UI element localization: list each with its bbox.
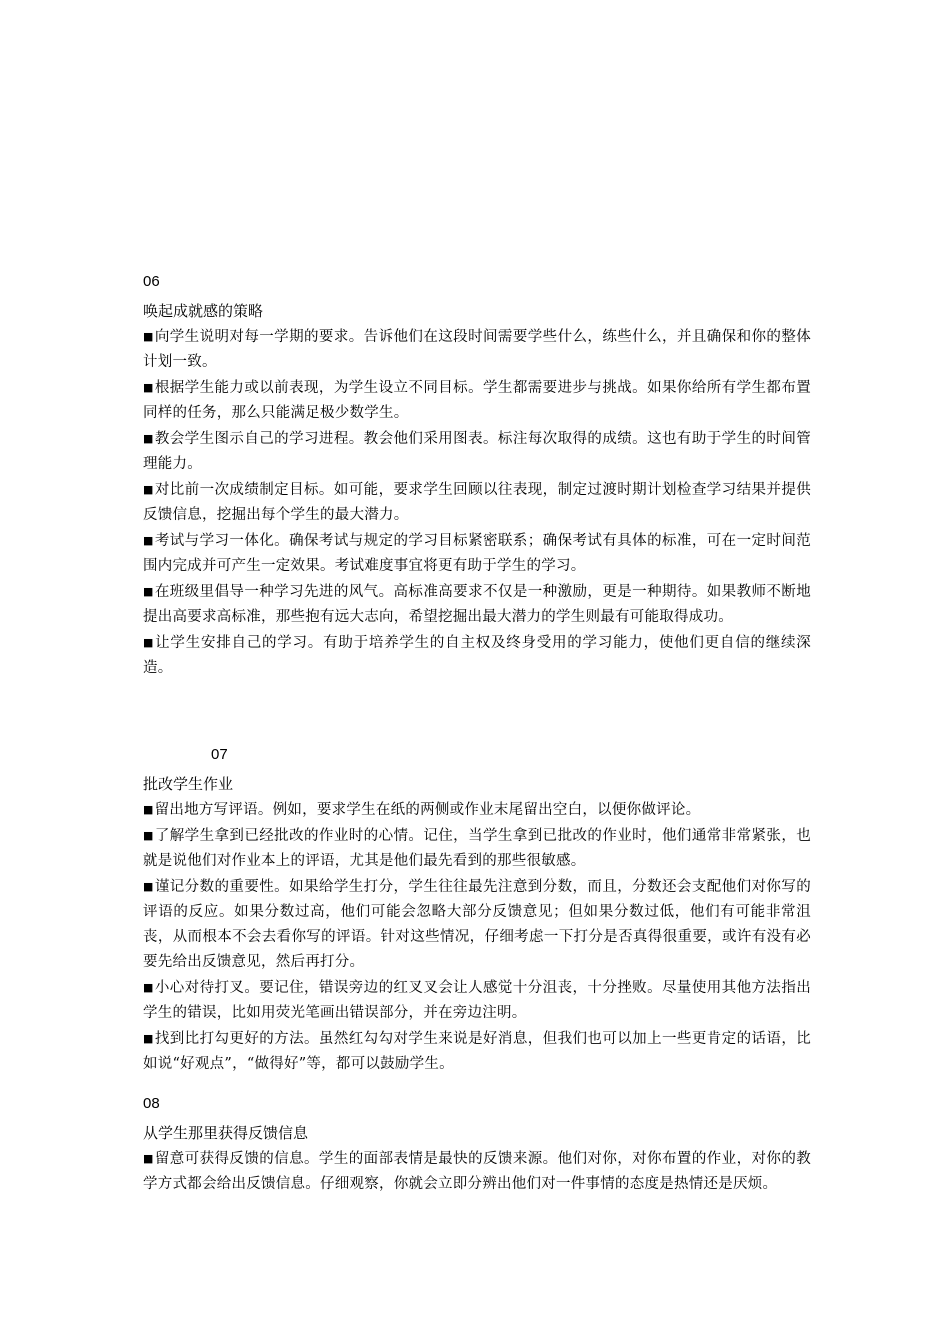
list-item-text: 小心对待打叉。要记住，错误旁边的红叉叉会让人感觉十分沮丧，十分挫败。尽量使用其他方法指出学生的错误，比如用荧光笔画出错误部分，并在旁边注明。 xyxy=(143,980,811,1021)
list-item-text: 留意可获得反馈的信息。学生的面部表情是最快的反馈来源。他们对你，对你布置的作业，对你的教学方式都会给出反馈信息。仔细观察，你就会立即分辨出他们对一件事情的态度是热情还是厌烦。 xyxy=(143,1151,811,1192)
list-item xyxy=(143,426,811,477)
list-item xyxy=(143,797,811,823)
bullet-icon: ■ xyxy=(143,483,154,496)
list-item xyxy=(143,823,811,874)
list-item-text: 在班级里倡导一种学习先进的风气。高标准高要求不仅是一种激励，更是一种期待。如果教师不断地提出高要求高标准，那些抱有远大志向，希望挖掘出最大潜力的学生则最有可能取得成功。 xyxy=(143,584,811,625)
list-item xyxy=(143,1026,811,1077)
list-item xyxy=(143,975,811,1026)
section-07 xyxy=(143,742,811,1077)
bullet-icon: ■ xyxy=(143,534,154,547)
list-item xyxy=(143,528,811,579)
section-title: 从学生那里获得反馈信息 xyxy=(143,1124,309,1142)
bullet-icon: ■ xyxy=(143,803,154,816)
section-title: 唤起成就感的策略 xyxy=(143,302,264,320)
bullet-icon: ■ xyxy=(143,1032,154,1045)
section-title: 批改学生作业 xyxy=(143,775,234,793)
list-item-text: 向学生说明对每一学期的要求。告诉他们在这段时间需要学些什么，练些什么，并且确保和你的整体计划一致。 xyxy=(143,329,811,370)
bullet-icon: ■ xyxy=(143,981,154,994)
list-item-text: 留出地方写评语。例如，要求学生在纸的两侧或作业末尾留出空白，以便你做评论。 xyxy=(154,802,701,818)
list-item xyxy=(143,1146,811,1197)
bullet-icon: ■ xyxy=(143,381,154,394)
list-item xyxy=(143,579,811,630)
list-item xyxy=(143,477,811,528)
bullet-icon: ■ xyxy=(143,636,155,649)
list-item xyxy=(143,874,811,975)
list-item xyxy=(143,630,811,681)
list-item-text: 了解学生拿到已经批改的作业时的心情。记住，当学生拿到已批改的作业时，他们通常非常紧张，也就是说他们对作业本上的评语，尤其是他们最先看到的那些很敏感。 xyxy=(143,828,811,869)
list-item-text: 让学生安排自己的学习。有助于培养学生的自主权及终身受用的学习能力，使他们更自信的继续深造。 xyxy=(143,635,811,676)
section-number: 06 xyxy=(143,273,160,290)
section-number: 08 xyxy=(143,1095,160,1112)
list-item-text: 教会学生图示自己的学习进程。教会他们采用图表。标注每次取得的成绩。这也有助于学生的时间管理能力。 xyxy=(143,431,811,472)
list-item-text: 找到比打勾更好的方法。虽然红勾勾对学生来说是好消息，但我们也可以加上一些更肯定的话语，比如说“好观点”，“做得好”等，都可以鼓励学生。 xyxy=(143,1031,811,1072)
list-item-text: 根据学生能力或以前表现，为学生设立不同目标。学生都需要进步与挑战。如果你给所有学生都布置同样的任务，那么只能满足极少数学生。 xyxy=(143,380,811,421)
bullet-icon: ■ xyxy=(143,880,154,893)
section-06 xyxy=(143,269,811,681)
bullet-icon: ■ xyxy=(143,585,154,598)
bullet-icon: ■ xyxy=(143,432,154,445)
list-item-text: 考试与学习一体化。确保考试与规定的学习目标紧密联系；确保考试有具体的标准，可在一定时间范围内完成并可产生一定效果。考试难度事宜将更有助于学生的学习。 xyxy=(143,533,811,574)
list-item xyxy=(143,324,811,375)
list-item-text: 对比前一次成绩制定目标。如可能，要求学生回顾以往表现，制定过渡时期计划检查学习结果并提供反馈信息，挖掘出每个学生的最大潜力。 xyxy=(143,482,811,523)
bullet-icon: ■ xyxy=(143,829,154,842)
section-number: 07 xyxy=(211,746,228,763)
section-08 xyxy=(143,1091,811,1197)
list-item xyxy=(143,375,811,426)
bullet-icon: ■ xyxy=(143,1152,154,1165)
list-item-text: 谨记分数的重要性。如果给学生打分，学生往往最先注意到分数，而且，分数还会支配他们对你写的评语的反应。如果分数过高，他们可能会忽略大部分反馈意见；但如果分数过低，他们有可能非常沮丧，从而根本不会去看你写的评语。针对这些情况，仔细考虑一下打分是否真得很重要，或许有没有必要先给出反馈意见，然后再打分。 xyxy=(143,879,811,970)
bullet-icon: ■ xyxy=(143,330,154,343)
